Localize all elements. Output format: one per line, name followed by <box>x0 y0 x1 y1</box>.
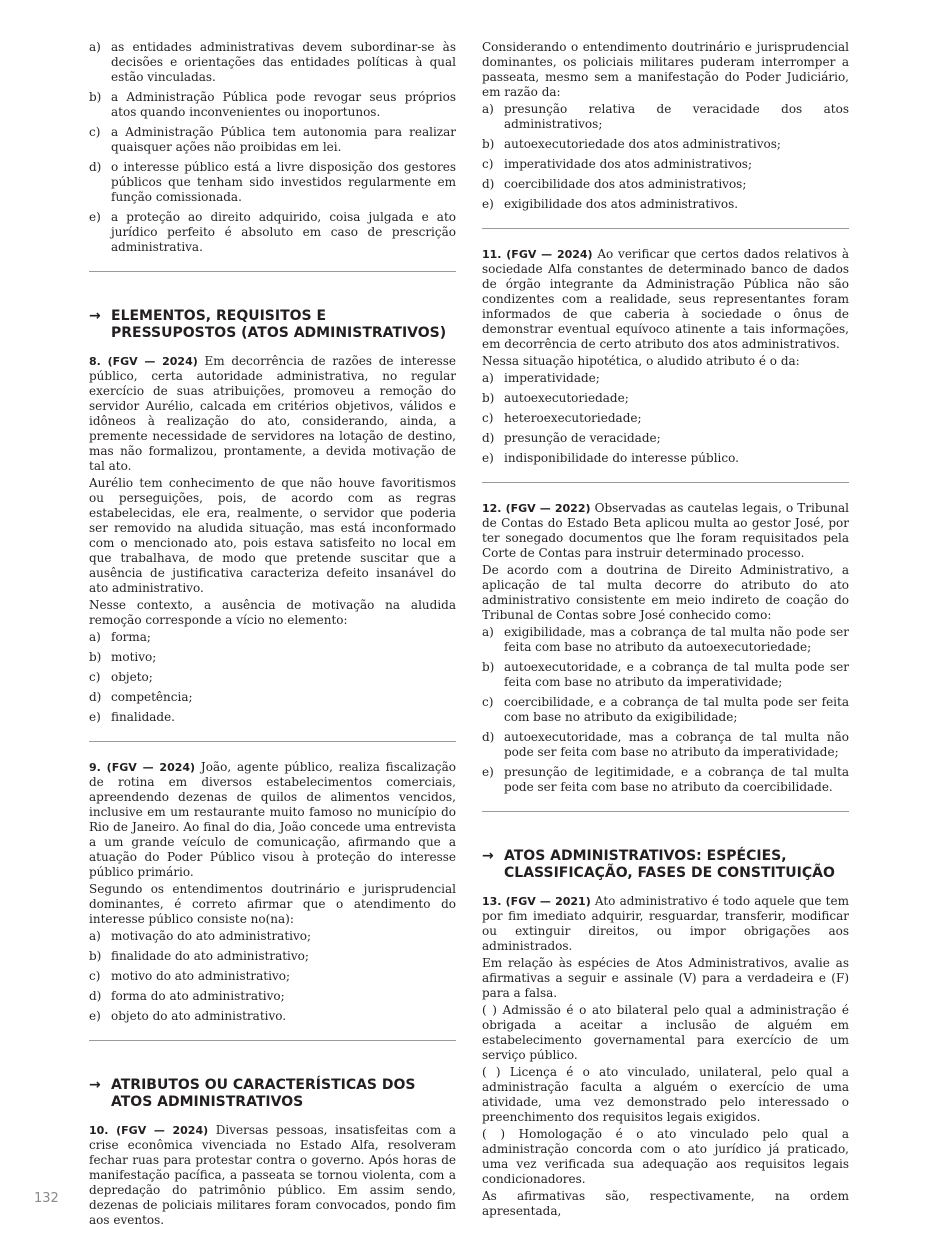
list-item: a) forma; <box>89 630 151 644</box>
list-item: c) heteroexecutoriedade; <box>482 411 642 425</box>
question-header: 11. (FGV — 2024) <box>482 248 593 261</box>
list-item: b) autoexecutoriedade dos atos administrativos; <box>482 137 781 151</box>
statement-1: ( ) Admissão é o ato bilateral pelo qual a administração é obrigada a aceitar a inclusão de alguém em estabelecimento governamental para exercício de um serviço público. <box>482 1003 849 1062</box>
paragraph: Considerando o entendimento doutrinário e jurisprudencial dominantes, os policiais militares puderam interromper a passeata, mesmo sem a manifestação do Poder Judiciário, em razão da: <box>482 40 849 99</box>
paragraph: As afirmativas são, respectivamente, na ordem apresentada, <box>482 1189 849 1218</box>
question-13: 13. (FGV — 2021) Ato administrativo é todo aquele que tem por fim imediato adquirir, resguardar, transferir, modificar ou extinguir direitos, ou impor obrigações aos administrados. Em relação às espécies de Atos Administrativos, avalie as afirmativas a seguir e assinale (V) para a verdadeira e (F) para a falsa. ( ) Admissão é o ato bilateral pelo qual a administração é obrigada a aceitar a inclusão de alguém em estabelecimento governamental para exercício de um serviço público. ( ) Licença é o ato vinculado, unilateral, pelo qual a administração faculta a alguém o exercício de uma atividade, uma vez demonstrado pelo interessado o preenchimento dos requisitos legais exigidos. ( ) Homologação é o ato vinculado pelo qual a administração concorda com o ato jurídico já praticado, uma vez verificada sua adequação aos requisitos legais condicionadores. As afirmativas são, respectivamente, na ordem apresentada, <box>482 894 849 1218</box>
right-column <box>482 40 849 1221</box>
section-heading-atributos <box>89 1077 456 1111</box>
list-item: e) presunção de legitimidade, e a cobrança de tal multa pode ser feita com base no atributo da coercibilidade. <box>482 765 849 794</box>
list-item: e) indisponibilidade do interesse público. <box>482 451 739 465</box>
question-10-continued <box>482 40 849 212</box>
divider <box>89 741 456 742</box>
blank-marker: ( ) <box>482 1003 497 1017</box>
arrow-right-icon: → <box>89 308 101 324</box>
paragraph: Nessa situação hipotética, o aludido atributo é o da: <box>482 354 800 368</box>
arrow-right-icon: → <box>89 1077 101 1093</box>
list-item: d) competência; <box>89 690 193 704</box>
divider <box>89 1040 456 1041</box>
list-item: e) exigibilidade dos atos administrativos. <box>482 197 739 211</box>
page-number: 132 <box>34 1191 59 1206</box>
list-item: e) finalidade. <box>89 710 175 724</box>
list-item: c) motivo do ato administrativo; <box>89 969 291 983</box>
question-10: 10. (FGV — 2024) Diversas pessoas, insatisfeitas com a crise econômica vivenciada no Estado Alfa, resolveram fechar ruas para protestar contra o governo. Após horas de manifestação pacífica, a passeata se tornou violenta, com a depredação do patrimônio público. Em assim sendo, dezenas de policiais militares foram convocados, pondo fim aos eventos. <box>89 1123 457 1227</box>
divider <box>89 271 456 272</box>
section-title: ATOS ADMINISTRATIVOS: ESPÉCIES, CLASSIFICAÇÃO, FASES DE CONSTITUIÇÃO <box>504 848 835 881</box>
q10-options <box>482 102 849 212</box>
list-item: b) motivo; <box>89 650 157 664</box>
list-item: b) autoexecutoridade, e a cobrança de tal multa pode ser feita com base no atributo da imperatividade; <box>482 660 849 689</box>
list-item: d) autoexecutoridade, mas a cobrança de tal multa não pode ser feita com base no atributo da imperatividade; <box>482 730 849 759</box>
list-item: d) presunção de veracidade; <box>482 431 661 445</box>
paragraph: Em relação às espécies de Atos Administrativos, avalie as afirmativas a seguir e assinale (V) para a verdadeira e (F) para a falsa. <box>482 956 849 1000</box>
q12-options <box>482 625 849 795</box>
question-8: 8. (FGV — 2024) Em decorrência de razões de interesse público, certa autoridade administrativa, no regular exercício de suas atribuições, promoveu a remoção do servidor Aurélio, calcada em critérios objetivos, válidos e idôneos à realização do ato, considerando, ainda, a premente necessidade de servidores na lotação de destino, mas não formalizou, prontamente, a devida motivação de tal ato. Aurélio tem conhecimento de que não houve favoritismos ou perseguições, pois, de acordo com as regras estabelecidas, ele era, realmente, o servidor que poderia ser removido na aludida situação, mas está inconformado com o mencionado ato, pois estava satisfeito no local em que trabalhava, de modo que pretende suscitar que a ausência de justificativa caracteriza defeito insanável do ato administrativo. Nesse contexto, a ausência de motivação na aludida remoção corresponde a vício no elemento: a) forma; b) motivo; c) objeto; d) competência; e) finalidade. <box>89 354 456 724</box>
statement-2: ( ) Licença é o ato vinculado, unilateral, pelo qual a administração faculta a alguém o exercício de uma atividade, uma vez demonstrado pelo interessado o preenchimento dos requisitos legais exigidos. <box>482 1065 849 1124</box>
question-header: 13. (FGV — 2021) <box>482 895 591 908</box>
list-item: b) a Administração Pública pode revogar seus próprios atos quando inconvenientes ou inoportunos. <box>89 90 456 119</box>
divider <box>482 811 849 812</box>
list-item: a) exigibilidade, mas a cobrança de tal multa não pode ser feita com base no atributo da autoexecutoriedade; <box>482 625 849 654</box>
blank-marker: ( ) <box>482 1127 505 1141</box>
list-item: a) presunção relativa de veracidade dos atos administrativos; <box>482 102 849 131</box>
section-title: ATRIBUTOS OU CARACTERÍSTICAS DOS ATOS ADMINISTRATIVOS <box>111 1077 416 1110</box>
paragraph: De acordo com a doutrina de Direito Administrativo, a aplicação de tal multa decorre do atributo do ato administrativo consistente em meio indireto de coação do Tribunal de Contas sobre José conhecido como: <box>482 563 849 622</box>
question-11: 11. (FGV — 2024) Ao verificar que certos dados relativos à sociedade Alfa constantes de determinado banco de dados de órgão integrante da Administração Pública não são condizentes com a realidade, seus representantes foram informados de que caberia à sociedade o ônus de demonstrar eventual equívoco atinente a tais informações, em decorrência de certo atributo dos atos administrativos. Nessa situação hipotética, o aludido atributo é o da: a) imperatividade; b) autoexecutoriedade; c) heteroexecutoriedade; d) presunção de veracidade; e) indisponibilidade do interesse público. <box>482 247 849 465</box>
q8-options <box>89 630 456 725</box>
statement-3: ( ) Homologação é o ato vinculado pelo qual a administração concorda com o ato jurídico já praticado, uma vez verificada sua adequação aos requisitos legais condicionadores. <box>482 1127 849 1186</box>
list-item: d) forma do ato administrativo; <box>89 989 285 1003</box>
q9-options <box>89 929 456 1024</box>
list-item: b) autoexecutoriedade; <box>482 391 629 405</box>
list-item: c) coercibilidade, e a cobrança de tal multa pode ser feita com base no atributo da exigibilidade; <box>482 695 849 724</box>
q7-options <box>89 40 456 255</box>
paragraph: Aurélio tem conhecimento de que não houve favoritismos ou perseguições, pois, de acordo com as regras estabelecidas, ele era, realmente, o servidor que poderia ser removido na aludida situação, mas está inconformado com o mencionado ato, pois estava satisfeito no local em que trabalhava, de modo que pretende suscitar que a ausência de justificativa caracteriza defeito insanável do ato administrativo. <box>89 476 456 595</box>
question-header: 10. (FGV — 2024) <box>89 1124 209 1137</box>
list-item: e) a proteção ao direito adquirido, coisa julgada e ato jurídico perfeito é absoluto em caso de prescrição administrativa. <box>89 210 456 254</box>
blank-marker: ( ) <box>482 1065 501 1079</box>
paragraph: Segundo os entendimentos doutrinário e jurisprudencial dominantes, é correto afirmar que o atendimento do interesse público consiste no(na): <box>89 882 456 926</box>
left-column <box>89 40 456 1230</box>
divider <box>482 482 849 483</box>
question-header: 8. (FGV — 2024) <box>89 355 198 368</box>
question-9: 9. (FGV — 2024) João, agente público, realiza fiscalização de rotina em diversos estabelecimentos comerciais, apreendendo dezenas de quilos de alimentos vencidos, inclusive em um restaurante muito famoso no município do Rio de Janeiro. Ao final do dia, João concede uma entrevista a um grande veículo de comunicação, afirmando que a atuação do Poder Público visou à proteção do interesse público primário. Segundo os entendimentos doutrinário e jurisprudencial dominantes, é correto afirmar que o atendimento do interesse público consiste no(na): a) motivação do ato administrativo; b) finalidade do ato administrativo; c) motivo do ato administrativo; d) forma do ato administrativo; e) objeto do ato administrativo. <box>89 760 456 1023</box>
list-item: d) o interesse público está a livre disposição dos gestores públicos que tenham sido investidos regularmente em função comissionada. <box>89 160 456 204</box>
q11-options <box>482 371 849 466</box>
question-12: 12. (FGV — 2022) Observadas as cautelas legais, o Tribunal de Contas do Estado Beta aplicou multa ao gestor José, por ter sonegado documentos que lhe foram requisitados pela Corte de Contas para instruir determinado processo. De acordo com a doutrina de Direito Administrativo, a aplicação de tal multa decorre do atributo do ato administrativo consistente em meio indireto de coação do Tribunal de Contas sobre José conhecido como: a) exigibilidade, mas a cobrança de tal multa não pode ser feita com base no atributo da autoexecutoriedade; b) autoexecutoridade, e a cobrança de tal multa pode ser feita com base no atributo da imperatividade; c) coercibilidade, e a cobrança de tal multa pode ser feita com base no atributo da exigibilidade; d) autoexecutoridade, mas a cobrança de tal multa não pode ser feita com base no atributo da imperatividade; e) presunção de legitimidade, e a cobrança de tal multa pode ser feita com base no atributo da coercibilidade. <box>482 501 849 794</box>
divider <box>482 228 849 229</box>
list-item: a) motivação do ato administrativo; <box>89 929 312 943</box>
question-header: 9. (FGV — 2024) <box>89 761 196 774</box>
list-item: c) objeto; <box>89 670 153 684</box>
section-heading-elementos <box>89 308 456 342</box>
list-item: a) imperatividade; <box>482 371 600 385</box>
paragraph: Nesse contexto, a ausência de motivação na aludida remoção corresponde a vício no elemento: <box>89 598 456 627</box>
section-heading-especies <box>482 848 849 882</box>
question-header: 12. (FGV — 2022) <box>482 502 591 515</box>
list-item: c) a Administração Pública tem autonomia para realizar quaisquer ações não proibidas em lei. <box>89 125 456 154</box>
list-item: b) finalidade do ato administrativo; <box>89 949 309 963</box>
list-item: d) coercibilidade dos atos administrativos; <box>482 177 747 191</box>
list-item: e) objeto do ato administrativo. <box>89 1009 287 1023</box>
list-item: a) as entidades administrativas devem subordinar-se às decisões e orientações das entidades políticas à qual estão vinculadas. <box>89 40 456 84</box>
arrow-right-icon: → <box>482 848 494 864</box>
section-title: ELEMENTOS, REQUISITOS E PRESSUPOSTOS (ATOS ADMINISTRATIVOS) <box>111 308 447 341</box>
list-item: c) imperatividade dos atos administrativos; <box>482 157 753 171</box>
